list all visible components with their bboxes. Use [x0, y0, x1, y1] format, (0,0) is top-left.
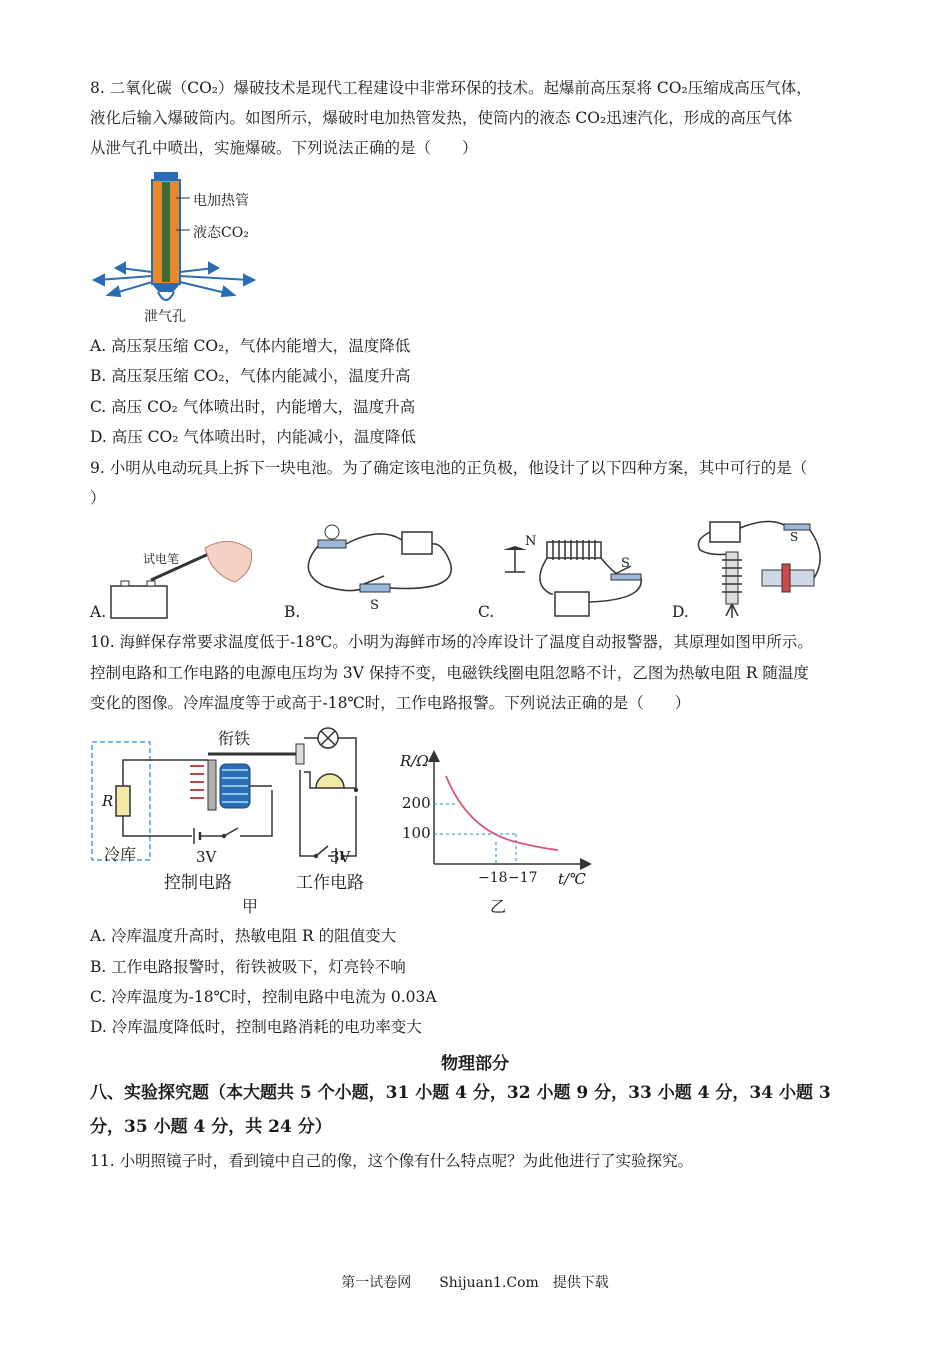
q10-text-line3: 变化的图像。冷库温度等于或高于-18℃时，工作电路报警。下列说法正确的是（ ） — [90, 694, 691, 712]
armature-label: 衔铁 — [218, 729, 251, 748]
alarm-circuit-figure — [88, 724, 378, 920]
vent-label: 泄气孔 — [144, 309, 186, 325]
q9-figure-a — [105, 530, 265, 620]
q9-figure-d — [690, 516, 830, 620]
figure-yi-caption: 乙 — [490, 897, 507, 916]
resistor-r-label: R — [102, 792, 114, 810]
chart-ylabel: R/Ω — [400, 752, 429, 770]
switch-s-label-c: S — [621, 556, 630, 571]
q9-figure-b — [300, 522, 460, 618]
q8-option-b: B. 高压泵压缩 CO₂，气体内能减小，温度升高 — [90, 367, 411, 385]
q10-text-line2: 控制电路和工作电路的电源电压均为 3V 保持不变，电磁铁线圈电阻忽略不计，乙图为热敏电阻 R 随温度 — [90, 664, 809, 682]
q9-option-b: B. — [284, 603, 301, 621]
tester-label: 试电笔 — [143, 552, 180, 566]
q10-text-line1: 10. 海鲜保存常要求温度低于-18℃。小明为海鲜市场的冷库设计了温度自动报警器，其原理如图甲所示。 — [90, 633, 813, 651]
co2-blaster-figure — [90, 168, 280, 328]
q8-option-c: C. 高压 CO₂ 气体喷出时，内能增大，温度升高 — [90, 398, 416, 416]
cold-storage-label: 冷库 — [104, 845, 137, 864]
page-footer: 第一试卷网 Shijuan1.Com 提供下载 — [341, 1275, 609, 1291]
q11-text-line1: 11. 小明照镜子时，看到镜中自己的像，这个像有什么特点呢？为此他进行了实验探究。 — [90, 1152, 694, 1170]
heater-label: 电加热管 — [193, 193, 249, 209]
q8-text-line3: 从泄气孔中喷出，实施爆破。下列说法正确的是（ ） — [90, 139, 478, 157]
work-circuit-label: 工作电路 — [296, 873, 364, 893]
q8-text-line2: 液化后输入爆破筒内。如图所示，爆破时电加热管发热，使筒内的液态 CO₂迅速汽化，形成的高压气体 — [90, 109, 793, 127]
section8-heading-line2: 分，35 小题 4 分，共 24 分） — [90, 1117, 332, 1137]
resistance-temperature-chart — [394, 748, 594, 920]
q9-option-c: C. — [478, 603, 495, 621]
q8-option-a: A. 高压泵压缩 CO₂，气体内能增大，温度降低 — [90, 337, 411, 355]
section8-heading-line1: 八、实验探究题（本大题共 5 个小题，31 小题 4 分，32 小题 9 分，33 小题 4 分，34 小题 3 — [90, 1083, 831, 1103]
work-voltage-label: 3V — [330, 848, 351, 866]
q8-option-d: D. 高压 CO₂ 气体喷出时，内能减小，温度降低 — [90, 428, 416, 446]
q9-option-d: D. — [672, 603, 689, 621]
xtick-minus17: −17 — [508, 870, 538, 886]
q10-option-a: A. 冷库温度升高时，热敏电阻 R 的阻值变大 — [90, 927, 397, 945]
resistance-curve — [446, 776, 558, 850]
q9-text-line1: 9. 小明从电动玩具上拆下一块电池。为了确定该电池的正负极，他设计了以下四种方案，其中可行的是（ — [90, 459, 808, 477]
control-circuit-label: 控制电路 — [164, 873, 232, 893]
switch-s-label-b: S — [370, 598, 379, 613]
north-pole-label: N — [525, 534, 537, 549]
q10-option-c: C. 冷库温度为-18℃时，控制电路中电流为 0.03A — [90, 988, 437, 1006]
figure-jia-caption: 甲 — [242, 897, 259, 916]
q9-text-line2: ） — [90, 489, 106, 507]
control-voltage-label: 3V — [196, 848, 217, 866]
q9-option-a: A. — [90, 603, 107, 621]
chart-xlabel: t/℃ — [558, 870, 586, 888]
ytick-100: 100 — [402, 824, 431, 842]
section-title: 物理部分 — [441, 1054, 509, 1074]
q10-option-d: D. 冷库温度降低时，控制电路消耗的电功率变大 — [90, 1018, 422, 1036]
q10-option-b: B. 工作电路报警时，衔铁被吸下，灯亮铃不响 — [90, 958, 406, 976]
q8-text-line1: 8. 二氧化碳（CO₂）爆破技术是现代工程建设中非常环保的技术。起爆前高压泵将 CO₂压缩成高压气体， — [90, 79, 812, 97]
switch-s-label-d: S — [790, 530, 799, 544]
ytick-200: 200 — [402, 794, 431, 812]
xtick-minus18: −18 — [478, 870, 508, 886]
heater-rod — [162, 182, 170, 282]
liquid-co2-label: 液态CO₂ — [193, 225, 249, 241]
q9-figure-c — [495, 530, 655, 620]
